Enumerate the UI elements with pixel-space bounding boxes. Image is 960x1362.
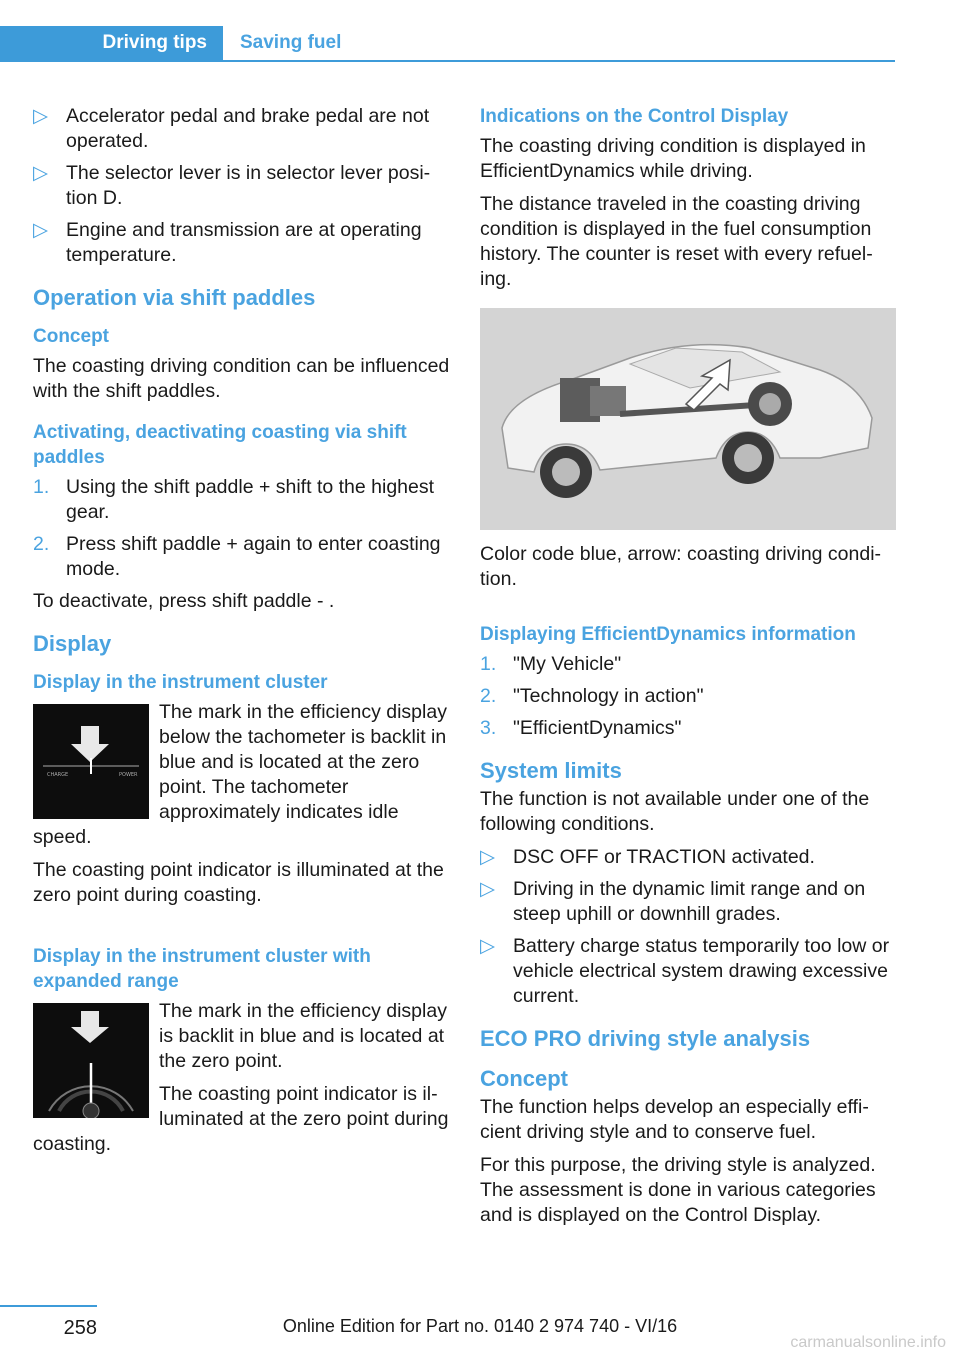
left-column — [33, 104, 451, 1165]
tab-driving-tips[interactable]: Driving tips — [0, 26, 223, 62]
subheading-displaying: Displaying EfficientDynamics information — [480, 624, 856, 645]
paragraph: The distance traveled in the coasting driving condition is displayed in the fuel consumption history. The counter is reset with every refueling. — [480, 193, 873, 290]
section-heading-display: Display — [33, 631, 112, 656]
triangle-bullet-icon: ▷ — [480, 846, 495, 868]
paragraph: The function is not available under one of the following conditions. — [480, 788, 870, 835]
efficiency-display-image — [33, 704, 149, 819]
list-item: ▷ The selector lever is in selector lever position D. — [33, 162, 431, 209]
triangle-bullet-icon: ▷ — [480, 935, 495, 957]
list-item: ▷ Driving in the dynamic limit range and on steep uphill or downhill grades. — [480, 878, 866, 925]
triangle-bullet-icon: ▷ — [33, 219, 48, 241]
numbered-item: 1. Using the shift paddle + shift to the highest gear. — [33, 476, 435, 523]
tab-saving-fuel[interactable]: Saving fuel — [240, 32, 342, 53]
numbered-item: 3. "EfficientDynamics" — [480, 717, 682, 739]
triangle-bullet-icon: ▷ — [480, 878, 495, 900]
edition-footer: Online Edition for Part no. 0140 2 974 740 - VI/16 — [282, 1316, 678, 1336]
right-column — [480, 104, 896, 1236]
header-tabs — [0, 26, 895, 62]
list-item: ▷ Engine and transmission are at operating temperature. — [33, 219, 422, 266]
numbered-item: 2. "Technology in action" — [480, 685, 704, 707]
expanded-display-image — [33, 1003, 149, 1118]
numbered-item: 1. "My Vehicle" — [480, 653, 622, 675]
paragraph: To deactivate, press shift paddle - . — [33, 590, 335, 612]
subheading-expanded: Display in the instrument cluster with expanded range — [33, 946, 371, 992]
paragraph: The function helps develop an especially efficient driving style and to conserve fuel. — [480, 1096, 869, 1143]
subheading-activating: Activating, deactivating coasting via shift paddles — [33, 422, 407, 468]
section-heading-eco: ECO PRO driving style analysis — [480, 1026, 811, 1051]
page-number: 258 — [0, 1305, 97, 1340]
power-label: POWER — [119, 772, 138, 778]
paragraph: The coasting driving condition is displayed in EfficientDynamics while driving. — [480, 135, 866, 182]
section-heading-limits: System limits — [480, 758, 622, 783]
charge-label: CHARGE — [47, 772, 69, 778]
paragraph: The coasting driving condition can be influenced with the shift paddles. — [33, 355, 450, 402]
subheading-indications: Indications on the Control Display — [480, 106, 789, 127]
list-item: ▷ Battery charge status temporarily too low or vehicle electrical system drawing excessive current. — [480, 935, 890, 1007]
triangle-bullet-icon: ▷ — [33, 162, 48, 184]
section-heading-operation: Operation via shift paddles — [33, 285, 316, 310]
paragraph: The coasting point indicator is illuminated at the zero point during coasting. — [33, 859, 444, 906]
image-caption: Color code blue, arrow: coasting driving condition. — [480, 543, 882, 590]
list-item: ▷ DSC OFF or TRACTION activated. — [480, 846, 815, 868]
paragraph: The mark in the efficiency display is backlit in blue and is located at the zero point. — [159, 1000, 447, 1072]
subheading-concept: Concept — [33, 326, 109, 347]
watermark: carmanualsonline.info — [790, 1334, 946, 1351]
numbered-item: 2. Press shift paddle + again to enter coasting mode. — [33, 533, 441, 580]
car-drivetrain-image — [480, 308, 896, 530]
triangle-bullet-icon: ▷ — [33, 105, 48, 127]
subheading-concept: Concept — [480, 1066, 568, 1091]
paragraph: For this purpose, the driving style is analyzed. The assessment is done in various categories and is displayed on the Control Display. — [480, 1154, 876, 1226]
paragraph: The mark in the efficiency display below the tachometer is backlit in blue and is located at the zero point. The tachometer approximately indicates idle speed. — [33, 701, 447, 848]
subheading-cluster: Display in the instrument cluster — [33, 672, 328, 693]
header-rule — [0, 60, 895, 62]
list-item: ▷ Accelerator pedal and brake pedal are not operated. — [33, 105, 430, 152]
paragraph: The coasting point indicator is illuminated at the zero point during coasting. — [33, 1083, 449, 1155]
